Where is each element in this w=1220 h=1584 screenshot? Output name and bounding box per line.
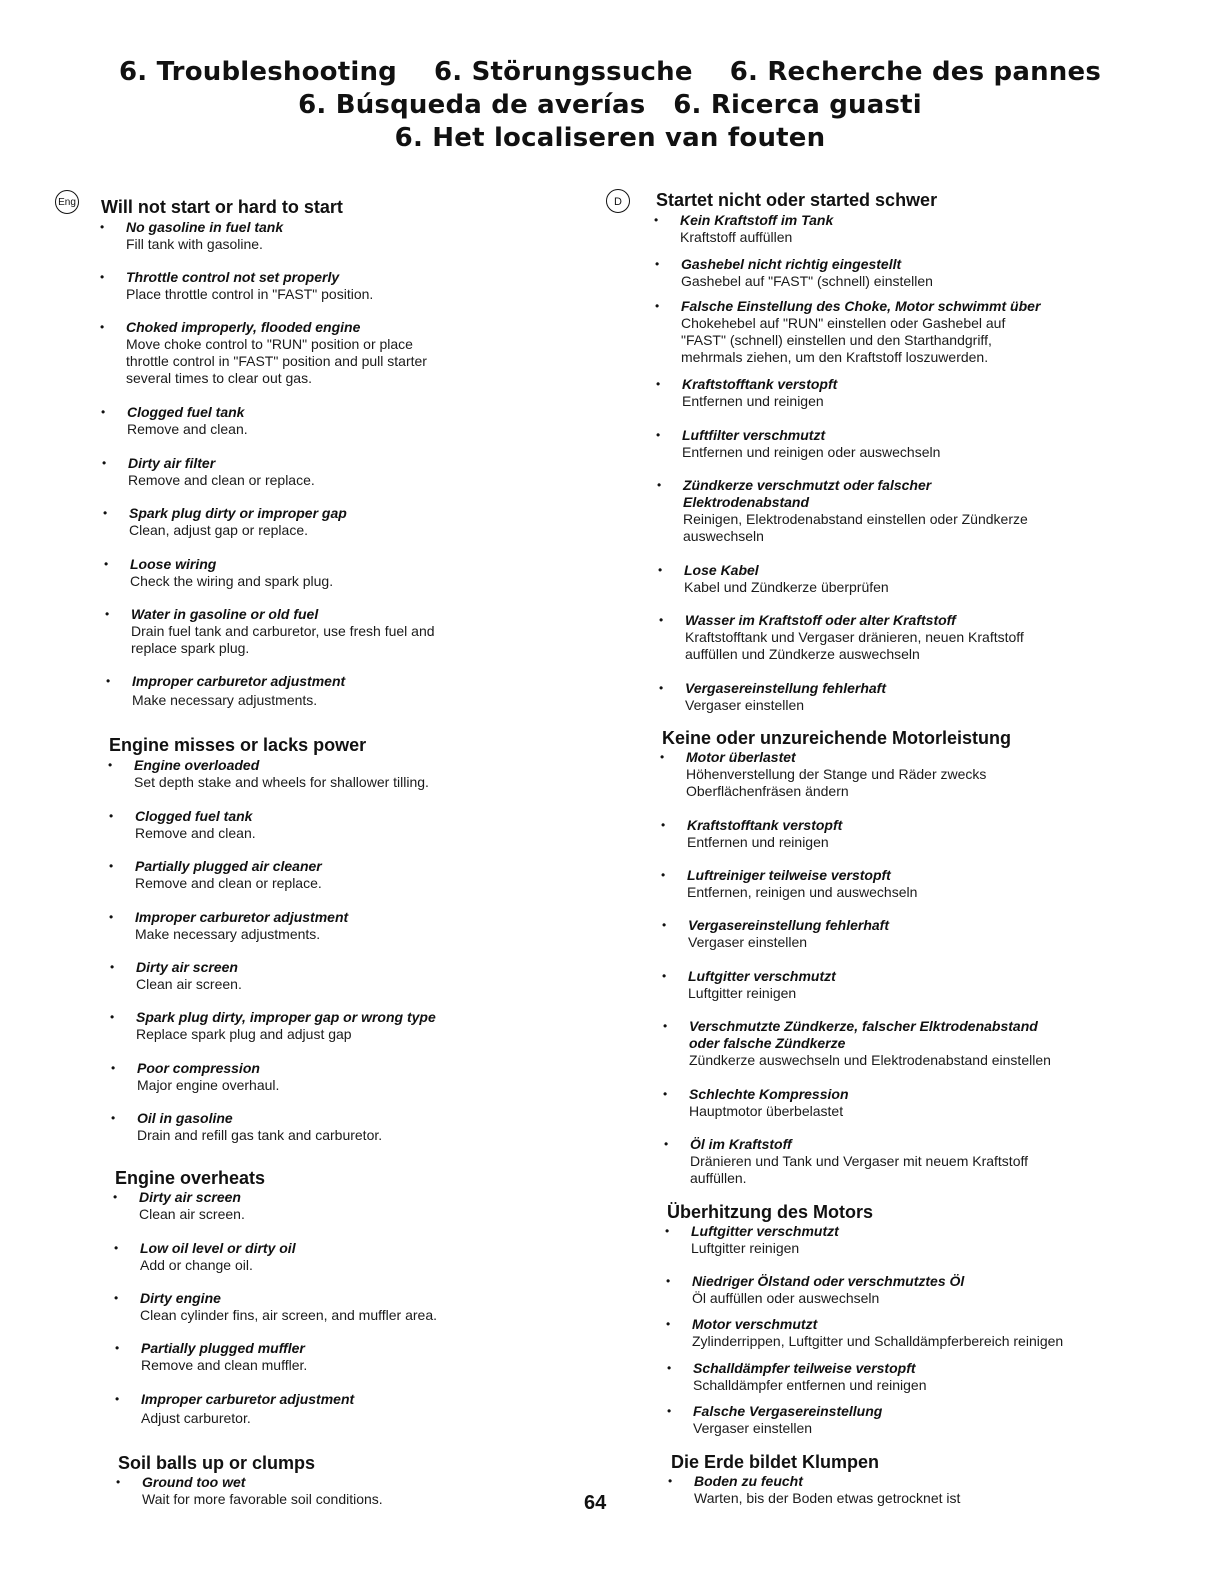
problem-text: Choked improperly, flooded engine xyxy=(126,319,361,335)
problem-text: Kein Kraftstoff im Tank xyxy=(680,212,834,228)
list-item: • Engine overloaded Set depth stake and wheels for shallower tilling. xyxy=(108,757,429,790)
list-item: • Partially plugged air cleaner Remove and clean or replace. xyxy=(109,858,322,891)
problem-text: Falsche Vergasereinstellung xyxy=(693,1403,883,1419)
list-item: • Verschmutzte Zündkerze, falscher Elktrodenabstand oder falsche Zündkerze Zündkerze auswechseln und Elektrodenabstand einstellen xyxy=(663,1018,1051,1068)
list-item: • Niedriger Ölstand oder verschmutztes Öl Öl auffüllen oder auswechseln xyxy=(666,1273,965,1306)
remedy-text: Schalldämpfer entfernen und reinigen xyxy=(693,1377,927,1393)
problem-text: Luftgitter verschmutzt xyxy=(688,968,836,984)
section-heading: Startet nicht oder started schwer xyxy=(656,190,938,210)
remedy-text: Major engine overhaul. xyxy=(137,1077,280,1093)
section-heading: Soil balls up or clumps xyxy=(118,1453,316,1473)
remedy-text: Replace spark plug and adjust gap xyxy=(136,1026,352,1042)
problem-text: Dirty engine xyxy=(140,1290,221,1306)
problem-text: Kraftstofftank verstopft xyxy=(687,817,843,833)
problem-text: Improper carburetor adjustment xyxy=(132,673,346,689)
remedy-text: Reinigen, Elektrodenabstand einstellen oder Zündkerze auswechseln xyxy=(683,511,1028,544)
problem-text: Improper carburetor adjustment xyxy=(141,1391,355,1407)
remedy-text: Zündkerze auswechseln und Elektrodenabstand einstellen xyxy=(689,1052,1051,1068)
list-item: • Dirty air filter Remove and clean or replace. xyxy=(102,455,315,488)
list-item: • Motor überlastet Höhenverstellung der Stange und Räder zwecks Oberflächenfräsen ändern xyxy=(660,749,987,799)
remedy-text: Drain and refill gas tank and carburetor. xyxy=(137,1127,383,1143)
list-item: • Falsche Einstellung des Choke, Motor schwimmt über Chokehebel auf "RUN" einstellen oder Gashebel auf "FAST" (schnell) einstellen und den Starthandgriff, mehrmals ziehen, um den Kraftstoff loszuwerden. xyxy=(655,298,1041,365)
remedy-text: Clean cylinder fins, air screen, and muffler area. xyxy=(140,1307,437,1323)
remedy-text: Move choke control to "RUN" position or place throttle control in "FAST" position and pull starter several times to clear out gas. xyxy=(126,336,427,386)
problem-text: Engine overloaded xyxy=(134,757,260,773)
problem-text: Wasser im Kraftstoff oder alter Kraftstoff xyxy=(685,612,956,628)
remedy-text: Remove and clean or replace. xyxy=(135,875,322,891)
remedy-text: Kabel und Zündkerze überprüfen xyxy=(684,579,889,595)
remedy-text: Öl auffüllen oder auswechseln xyxy=(692,1290,880,1306)
list-item: • Wasser im Kraftstoff oder alter Kraftstoff Kraftstofftank und Vergaser dränieren, neuen Kraftstoff auffüllen und Zündkerze auswechseln xyxy=(659,612,1024,662)
problem-text: Partially plugged muffler xyxy=(141,1340,305,1356)
problem-text: Zündkerze verschmutzt oder falscher Elektrodenabstand xyxy=(683,477,932,510)
list-item: • Gashebel nicht richtig eingestellt Gashebel auf "FAST" (schnell) einstellen xyxy=(655,256,933,289)
remedy-text: Vergaser einstellen xyxy=(688,934,808,950)
remedy-text: Make necessary adjustments. xyxy=(132,692,318,708)
list-item: • Clogged fuel tank Remove and clean. xyxy=(101,404,248,437)
list-item: • Poor compression Major engine overhaul. xyxy=(111,1060,280,1093)
problem-text: Throttle control not set properly xyxy=(126,269,340,285)
remedy-text: Höhenverstellung der Stange und Räder zwecks Oberflächenfräsen ändern xyxy=(686,766,987,799)
list-item: • Water in gasoline or old fuel Drain fuel tank and carburetor, use fresh fuel and replace spark plug. xyxy=(105,606,435,656)
remedy-text: Entfernen und reinigen oder auswechseln xyxy=(682,444,941,460)
remedy-text: Vergaser einstellen xyxy=(685,697,805,713)
title-line-3: 6. Het localiseren van fouten xyxy=(394,123,826,153)
remedy-text: Kraftstoff auffüllen xyxy=(680,229,793,245)
list-item: • Improper carburetor adjustment Make necessary adjustments. xyxy=(106,673,346,708)
problem-text: Spark plug dirty, improper gap or wrong type xyxy=(136,1009,436,1025)
problem-text: Loose wiring xyxy=(130,556,217,572)
section-heading: Überhitzung des Motors xyxy=(667,1202,873,1222)
section-heading: Die Erde bildet Klumpen xyxy=(671,1452,880,1472)
list-item: • Vergasereinstellung fehlerhaft Vergaser einstellen xyxy=(662,917,889,950)
page-number: 64 xyxy=(584,1492,607,1514)
list-item: • Low oil level or dirty oil Add or change oil. xyxy=(114,1240,296,1273)
list-item: • Kein Kraftstoff im Tank Kraftstoff auffüllen xyxy=(654,212,834,245)
remedy-text: Remove and clean. xyxy=(127,421,248,437)
list-item: • Dirty air screen Clean air screen. xyxy=(113,1189,245,1222)
list-item: • Boden zu feucht Warten, bis der Boden etwas getrocknet ist xyxy=(668,1473,961,1506)
list-item: • Spark plug dirty or improper gap Clean, adjust gap or replace. xyxy=(103,505,347,538)
remedy-text: Wait for more favorable soil conditions. xyxy=(142,1491,383,1507)
english-language-icon: Eng xyxy=(55,190,79,214)
remedy-text: Remove and clean or replace. xyxy=(128,472,315,488)
list-item: • No gasoline in fuel tank Fill tank with gasoline. xyxy=(100,219,284,252)
remedy-text: Warten, bis der Boden etwas getrocknet ist xyxy=(694,1490,961,1506)
problem-text: Vergasereinstellung fehlerhaft xyxy=(688,917,889,933)
problem-text: Motor verschmutzt xyxy=(692,1316,818,1332)
list-item: • Luftgitter verschmutzt Luftgitter reinigen xyxy=(662,968,836,1001)
remedy-text: Clean air screen. xyxy=(136,976,242,992)
problem-text: Dirty air screen xyxy=(136,959,238,975)
list-item: • Improper carburetor adjustment Adjust carburetor. xyxy=(115,1391,355,1426)
problem-text: Schlechte Kompression xyxy=(689,1086,849,1102)
remedy-text: Entfernen und reinigen xyxy=(687,834,829,850)
title-line-1: 6. Troubleshooting 6. Störungssuche 6. Recherche des pannes xyxy=(118,57,1102,87)
problem-text: Clogged fuel tank xyxy=(135,808,253,824)
list-item: • Luftgitter verschmutzt Luftgitter reinigen xyxy=(665,1223,839,1256)
list-item: • Oil in gasoline Drain and refill gas tank and carburetor. xyxy=(111,1110,383,1143)
remedy-text: Chokehebel auf "RUN" einstellen oder Gashebel auf "FAST" (schnell) einstellen und den Starthandgriff, mehrmals ziehen, um den Kraftstoff loszuwerden. xyxy=(681,315,1006,365)
problem-text: Boden zu feucht xyxy=(694,1473,803,1489)
problem-text: Spark plug dirty or improper gap xyxy=(129,505,347,521)
list-item: • Partially plugged muffler Remove and clean muffler. xyxy=(115,1340,308,1373)
remedy-text: Entfernen und reinigen xyxy=(682,393,824,409)
problem-text: Luftfilter verschmutzt xyxy=(682,427,826,443)
problem-text: Water in gasoline or old fuel xyxy=(131,606,319,622)
remedy-text: Entfernen, reinigen und auswechseln xyxy=(687,884,918,900)
remedy-text: Add or change oil. xyxy=(140,1257,253,1273)
list-item: • Spark plug dirty, improper gap or wrong type Replace spark plug and adjust gap xyxy=(110,1009,436,1042)
remedy-text: Kraftstofftank und Vergaser dränieren, neuen Kraftstoff auffüllen und Zündkerze auswechseln xyxy=(685,629,1024,662)
problem-text: Niedriger Ölstand oder verschmutztes Öl xyxy=(692,1273,965,1289)
list-item: • Luftreiniger teilweise verstopft Entfernen, reinigen und auswechseln xyxy=(661,867,918,900)
list-item: • Zündkerze verschmutzt oder falscher Elektrodenabstand Reinigen, Elektrodenabstand einstellen oder Zündkerze auswechseln xyxy=(657,477,1028,544)
problem-text: Kraftstofftank verstopft xyxy=(682,376,838,392)
problem-text: Ground too wet xyxy=(142,1474,246,1490)
list-item: • Falsche Vergasereinstellung Vergaser einstellen xyxy=(667,1403,883,1436)
problem-text: Partially plugged air cleaner xyxy=(135,858,322,874)
list-item: • Dirty air screen Clean air screen. xyxy=(110,959,242,992)
list-item: • Clogged fuel tank Remove and clean. xyxy=(109,808,256,841)
remedy-text: Luftgitter reinigen xyxy=(688,985,797,1001)
list-item: • Improper carburetor adjustment Make necessary adjustments. xyxy=(109,909,349,942)
problem-text: Luftgitter verschmutzt xyxy=(691,1223,839,1239)
title-line-2: 6. Búsqueda de averías 6. Ricerca guasti xyxy=(298,90,922,120)
problem-text: Öl im Kraftstoff xyxy=(690,1136,792,1152)
problem-text: Vergasereinstellung fehlerhaft xyxy=(685,680,886,696)
list-item: • Vergasereinstellung fehlerhaft Vergaser einstellen xyxy=(659,680,886,713)
remedy-text: Gashebel auf "FAST" (schnell) einstellen xyxy=(681,273,933,289)
problem-text: Clogged fuel tank xyxy=(127,404,245,420)
problem-text: No gasoline in fuel tank xyxy=(126,219,284,235)
remedy-text: Place throttle control in "FAST" position. xyxy=(126,286,374,302)
problem-text: Verschmutzte Zündkerze, falscher Elktrodenabstand oder falsche Zündkerze xyxy=(689,1018,1038,1051)
remedy-text: Adjust carburetor. xyxy=(141,1410,251,1426)
list-item: • Schlechte Kompression Hauptmotor überbelastet xyxy=(663,1086,849,1119)
remedy-text: Drain fuel tank and carburetor, use fresh fuel and replace spark plug. xyxy=(131,623,435,656)
list-item: • Choked improperly, flooded engine Move choke control to "RUN" position or place throttle control in "FAST" position and pull starter several times to clear out gas. xyxy=(100,319,427,386)
list-item: • Loose wiring Check the wiring and spark plug. xyxy=(104,556,334,589)
remedy-text: Remove and clean. xyxy=(135,825,256,841)
remedy-text: Luftgitter reinigen xyxy=(691,1240,800,1256)
list-item: • Luftfilter verschmutzt Entfernen und reinigen oder auswechseln xyxy=(656,427,941,460)
list-item: • Schalldämpfer teilweise verstopft Schalldämpfer entfernen und reinigen xyxy=(667,1360,927,1393)
problem-text: Gashebel nicht richtig eingestellt xyxy=(681,256,902,272)
problem-text: Dirty air filter xyxy=(128,455,216,471)
list-item: • Throttle control not set properly Place throttle control in "FAST" position. xyxy=(100,269,374,302)
remedy-text: Clean air screen. xyxy=(139,1206,245,1222)
problem-text: Dirty air screen xyxy=(139,1189,241,1205)
problem-text: Low oil level or dirty oil xyxy=(140,1240,296,1256)
list-item: • Kraftstofftank verstopft Entfernen und reinigen xyxy=(656,376,838,409)
remedy-text: Clean, adjust gap or replace. xyxy=(129,522,308,538)
remedy-text: Set depth stake and wheels for shallower tilling. xyxy=(134,774,429,790)
list-item: • Ground too wet Wait for more favorable soil conditions. xyxy=(116,1474,383,1507)
problem-text: Motor überlastet xyxy=(686,749,796,765)
section-heading: Keine oder unzureichende Motorleistung xyxy=(662,728,1012,748)
problem-text: Falsche Einstellung des Choke, Motor schwimmt über xyxy=(681,298,1041,314)
problem-text: Lose Kabel xyxy=(684,562,759,578)
remedy-text: Vergaser einstellen xyxy=(693,1420,813,1436)
remedy-text: Make necessary adjustments. xyxy=(135,926,321,942)
list-item: • Motor verschmutzt Zylinderrippen, Luftgitter und Schalldämpferbereich reinigen xyxy=(666,1316,1064,1349)
list-item: • Kraftstofftank verstopft Entfernen und reinigen xyxy=(661,817,843,850)
problem-text: Poor compression xyxy=(137,1060,260,1076)
list-item: • Lose Kabel Kabel und Zündkerze überprüfen xyxy=(658,562,889,595)
remedy-text: Zylinderrippen, Luftgitter und Schalldämpferbereich reinigen xyxy=(692,1333,1064,1349)
problem-text: Luftreiniger teilweise verstopft xyxy=(687,867,891,883)
section-heading: Engine overheats xyxy=(115,1168,266,1188)
german-language-icon: D xyxy=(606,189,630,213)
problem-text: Schalldämpfer teilweise verstopft xyxy=(693,1360,916,1376)
list-item: • Öl im Kraftstoff Dränieren und Tank und Vergaser mit neuem Kraftstoff auffüllen. xyxy=(664,1136,1029,1186)
section-heading: Will not start or hard to start xyxy=(101,197,343,217)
remedy-text: Dränieren und Tank und Vergaser mit neuem Kraftstoff auffüllen. xyxy=(690,1153,1029,1186)
problem-text: Improper carburetor adjustment xyxy=(135,909,349,925)
section-heading: Engine misses or lacks power xyxy=(109,735,367,755)
remedy-text: Remove and clean muffler. xyxy=(141,1357,308,1373)
list-item: • Dirty engine Clean cylinder fins, air screen, and muffler area. xyxy=(114,1290,437,1323)
remedy-text: Fill tank with gasoline. xyxy=(126,236,263,252)
remedy-text: Check the wiring and spark plug. xyxy=(130,573,334,589)
problem-text: Oil in gasoline xyxy=(137,1110,233,1126)
page-titles xyxy=(0,56,1220,155)
remedy-text: Hauptmotor überbelastet xyxy=(689,1103,844,1119)
